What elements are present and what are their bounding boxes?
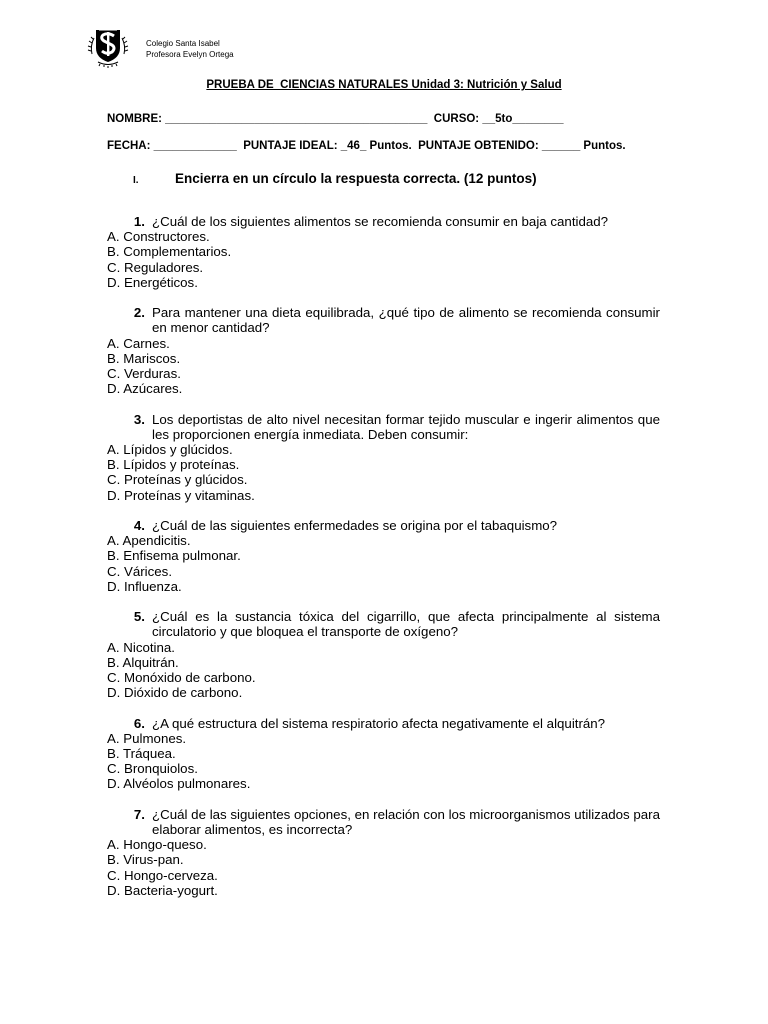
puntaje-obtenido-label: PUNTAJE OBTENIDO: <box>418 140 539 152</box>
question-number: 4. <box>133 518 145 534</box>
question-number: 5. <box>133 609 145 625</box>
option-a[interactable]: A. Nicotina. <box>107 639 175 655</box>
puntaje-obtenido-value: ______ Puntos. <box>541 140 626 152</box>
option-c[interactable]: C. Reguladores. <box>107 259 204 275</box>
question-number: 6. <box>133 715 145 731</box>
question-1 <box>107 214 660 290</box>
question-list <box>107 214 660 913</box>
question-text: ¿Cuál de las siguientes enfermedades se origina por el tabaquismo? <box>152 518 558 534</box>
option-a[interactable]: A. Pulmones. <box>107 730 187 746</box>
question-text: ¿Cuál de las siguientes opciones, en relación con los microorganismos utilizados para elaborar alimentos, es incorrecta? <box>152 806 660 838</box>
option-b[interactable]: B. Complementarios. <box>107 244 232 260</box>
question-number: 3. <box>133 411 145 427</box>
question-text: Los deportistas de alto nivel necesitan formar tejido muscular e ingerir alimentos que les proporcionen energía inmediata. Deben consumir: <box>152 411 660 442</box>
option-c[interactable]: C. Monóxido de carbono. <box>107 670 256 686</box>
date-score-row <box>107 140 626 152</box>
option-a[interactable]: A. Lípidos y glúcidos. <box>107 442 233 458</box>
option-c[interactable]: C. Bronquiolos. <box>107 761 198 777</box>
option-b[interactable]: B. Tráquea. <box>107 746 176 762</box>
option-c[interactable]: C. Hongo-cerveza. <box>107 867 218 883</box>
option-b[interactable]: B. Virus-pan. <box>107 852 184 868</box>
option-d[interactable]: D. Azúcares. <box>107 381 183 397</box>
option-d[interactable]: D. Energéticos. <box>107 274 198 290</box>
option-d[interactable]: D. Dióxido de carbono. <box>107 685 243 701</box>
question-number: 2. <box>133 305 145 321</box>
school-crest-icon <box>86 24 130 68</box>
nombre-blank: _________________________________________ <box>165 113 428 125</box>
option-a[interactable]: A. Apendicitis. <box>107 533 191 549</box>
fecha-label: FECHA: <box>107 140 151 152</box>
school-name: Colegio Santa Isabel <box>146 39 220 48</box>
option-a[interactable]: A. Hongo-queso. <box>107 837 207 853</box>
nombre-label: NOMBRE: <box>107 113 162 125</box>
option-b[interactable]: B. Alquitrán. <box>107 654 179 670</box>
curso-value: __5to________ <box>482 113 564 125</box>
option-a[interactable]: A. Carnes. <box>107 335 170 351</box>
fecha-blank: _____________ <box>153 140 237 152</box>
question-number: 1. <box>133 214 145 229</box>
question-text: Para mantener una dieta equilibrada, ¿qué tipo de alimento se recomienda consumir en menor cantidad? <box>152 305 660 336</box>
question-text: ¿A qué estructura del sistema respiratorio afecta negativamente el alquitrán? <box>152 715 606 731</box>
curso-label: CURSO: <box>433 113 480 125</box>
question-4 <box>107 518 660 594</box>
option-c[interactable]: C. Proteínas y glúcidos. <box>107 472 248 488</box>
section-instruction: Encierra en un círculo la respuesta correcta. (12 puntos) <box>175 171 537 186</box>
question-2 <box>107 305 660 396</box>
question-text: ¿Cuál es la sustancia tóxica del cigarrillo, que afecta principalmente al sistema circulatorio y que bloquea el transporte de oxígeno? <box>152 609 660 640</box>
school-info <box>146 38 234 60</box>
option-d[interactable]: D. Bacteria-yogurt. <box>107 882 218 898</box>
option-d[interactable]: D. Alvéolos pulmonares. <box>107 776 251 792</box>
puntaje-ideal-label: PUNTAJE IDEAL: <box>243 140 338 152</box>
question-number: 7. <box>133 806 145 822</box>
option-b[interactable]: B. Lípidos y proteínas. <box>107 457 240 473</box>
question-5 <box>107 609 660 700</box>
option-c[interactable]: C. Várices. <box>107 563 173 579</box>
question-text: ¿Cuál de los siguientes alimentos se recomienda consumir en baja cantidad? <box>152 214 609 229</box>
option-b[interactable]: B. Enfisema pulmonar. <box>107 548 241 564</box>
option-d[interactable]: D. Influenza. <box>107 578 182 594</box>
question-7 <box>107 807 660 898</box>
question-3 <box>107 412 660 503</box>
option-a[interactable]: A. Constructores. <box>107 229 210 245</box>
section-heading <box>133 171 537 186</box>
option-b[interactable]: B. Mariscos. <box>107 350 181 366</box>
option-d[interactable]: D. Proteínas y vitaminas. <box>107 487 255 503</box>
name-course-row <box>107 113 564 125</box>
section-number: I. <box>133 175 139 186</box>
teacher-name: Profesora Evelyn Ortega <box>146 50 234 59</box>
puntaje-ideal-value: _46_ Puntos. <box>340 140 412 152</box>
question-6 <box>107 716 660 792</box>
option-c[interactable]: C. Verduras. <box>107 366 181 382</box>
page-title: PRUEBA DE CIENCIAS NATURALES Unidad 3: Nutrición y Salud <box>206 79 562 91</box>
